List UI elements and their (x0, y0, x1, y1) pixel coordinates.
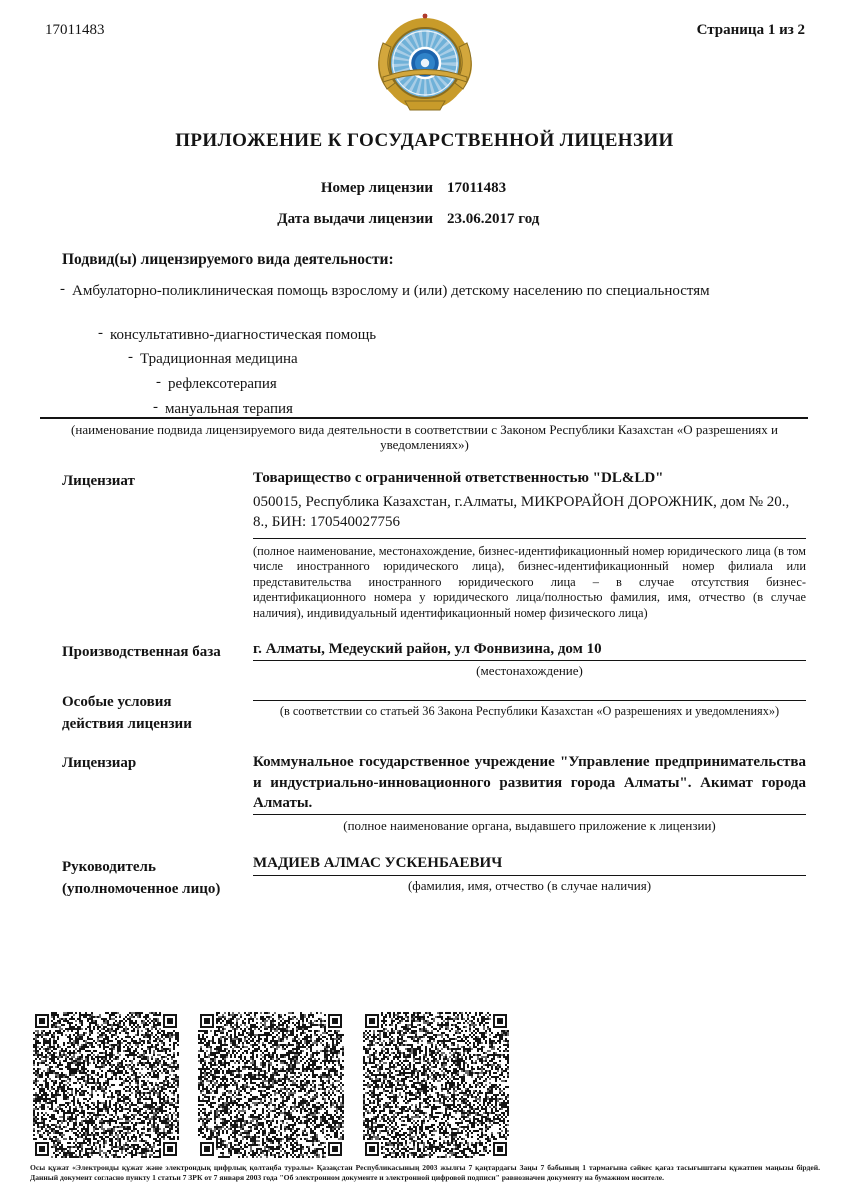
license-number-label: Номер лицензии (320, 180, 433, 196)
license-date-value: 23.06.2017 год (447, 211, 540, 227)
production-base-caption: (местонахождение) (476, 663, 583, 678)
horizontal-rule (40, 417, 808, 419)
licensee-caption: (полное наименование, местонахождение, бизнес-идентификационный номер юридического лица (в том числе иностранного юридического лица), бизнес-идентификационный номер филиала или представительства иностранного юридического лица – в случае отсутствия бизнес-идентификационного номера у юридического лица/полностью фамилия, имя, отчество (в случае наличия), индивидуальный идентификационный номер физического лица) (253, 538, 806, 621)
signature-barcodes-row (33, 1012, 509, 1158)
special-conditions-label-line2: действия лицензии (62, 716, 192, 732)
production-base-label: Производственная база (62, 644, 221, 660)
license-number-row (0, 180, 849, 197)
head-person-label (62, 856, 252, 900)
license-number-value: 17011483 (447, 180, 507, 196)
head-person-name: МАДИЕВ АЛМАС УСКЕНБАЕВИЧ (253, 855, 503, 871)
production-base-value: г. Алматы, Медеуский район, ул Фонвизина, дом 10 (253, 641, 602, 657)
list-bullet: - (60, 281, 65, 297)
subtype-item (128, 351, 298, 368)
subtype-item (153, 401, 293, 418)
licensor-value: Коммунальное государственное учреждение "Управление предпринимательства и индустриально-инновационного развития города Алматы". Акимат города Алматы. (253, 754, 806, 811)
head-person-label-line2: (уполномоченное лицо) (62, 881, 221, 897)
list-bullet: - (98, 325, 103, 341)
horizontal-rule (253, 875, 806, 876)
horizontal-rule (253, 700, 806, 701)
digital-signature-barcode (363, 1012, 509, 1158)
horizontal-rule (253, 814, 806, 815)
license-info-block (0, 180, 849, 242)
list-bullet: - (156, 374, 161, 390)
subtype-item (98, 327, 376, 344)
special-conditions-label (62, 691, 252, 735)
licensor-caption: (полное наименование органа, выдавшего приложение к лицензии) (343, 818, 716, 833)
head-person-caption: (фамилия, имя, отчество (в случае наличия) (407, 878, 652, 893)
horizontal-rule (253, 660, 806, 661)
special-conditions-label-line1: Особые условия (62, 694, 172, 710)
list-bullet: - (153, 399, 158, 415)
licensee-name: Товарищество с ограниченной ответственностью "DL&LD" (253, 470, 664, 486)
subtype-item-text: Амбулаторно-поликлиническая помощь взрослому и (или) детскому населению по специальностям (72, 283, 710, 299)
legal-footer-text: Осы құжат «Электронды құжат және электрондық цифрлық қолтаңба туралы» Қазақстан Республикасының 2003 жылғы 7 қаңтардағы Заңы 7 бабының 1 тармағына сәйкес қағаз тасығыштағы құжатпен маңызы бірдей. Данный документ согласно пункту 1 статьи 7 ЗРК от 7 января 2003 года "Об электронном документе и электронной цифровой подписи" равнозначен документу на бумажном носителе. (30, 1163, 820, 1182)
subtype-item-text: консультативно-диагностическая помощь (110, 327, 377, 343)
license-date-label: Дата выдачи лицензии (277, 211, 433, 227)
subtypes-caption: (наименование подвида лицензируемого вида деятельности в соответствии с Законом Республики Казахстан «О разрешениях и уведомлениях») (71, 422, 778, 452)
licensee-label: Лицензиат (62, 473, 135, 489)
document-title: ПРИЛОЖЕНИЕ К ГОСУДАРСТВЕННОЙ ЛИЦЕНЗИИ (175, 130, 674, 151)
subtype-item-text: мануальная терапия (165, 401, 293, 417)
subtype-item-text: рефлексотерапия (168, 376, 277, 392)
digital-signature-barcode (198, 1012, 344, 1158)
kazakhstan-emblem-icon (375, 13, 475, 115)
subtype-item-text: Традиционная медицина (140, 351, 298, 367)
subtypes-heading: Подвид(ы) лицензируемого вида деятельности: (62, 251, 394, 268)
doc-number: 17011483 (45, 22, 105, 38)
special-conditions-caption: (в соответствии со статьей 36 Закона Республики Казахстан «О разрешениях и уведомлениях») (279, 704, 780, 718)
licensee-address: 050015, Республика Казахстан, г.Алматы, МИКРОРАЙОН ДОРОЖНИК, дом № 20., 8., БИН: 170540027756 (253, 494, 790, 530)
page-indicator: Страница 1 из 2 (696, 22, 805, 38)
licensor-label: Лицензиар (62, 755, 137, 771)
subtype-item (60, 283, 710, 300)
list-bullet: - (128, 349, 133, 365)
head-person-label-line1: Руководитель (62, 859, 156, 875)
digital-signature-barcode (33, 1012, 179, 1158)
subtype-item (156, 376, 277, 393)
license-date-row (0, 211, 849, 228)
kazakhstan-emblem-graphic (375, 13, 475, 115)
